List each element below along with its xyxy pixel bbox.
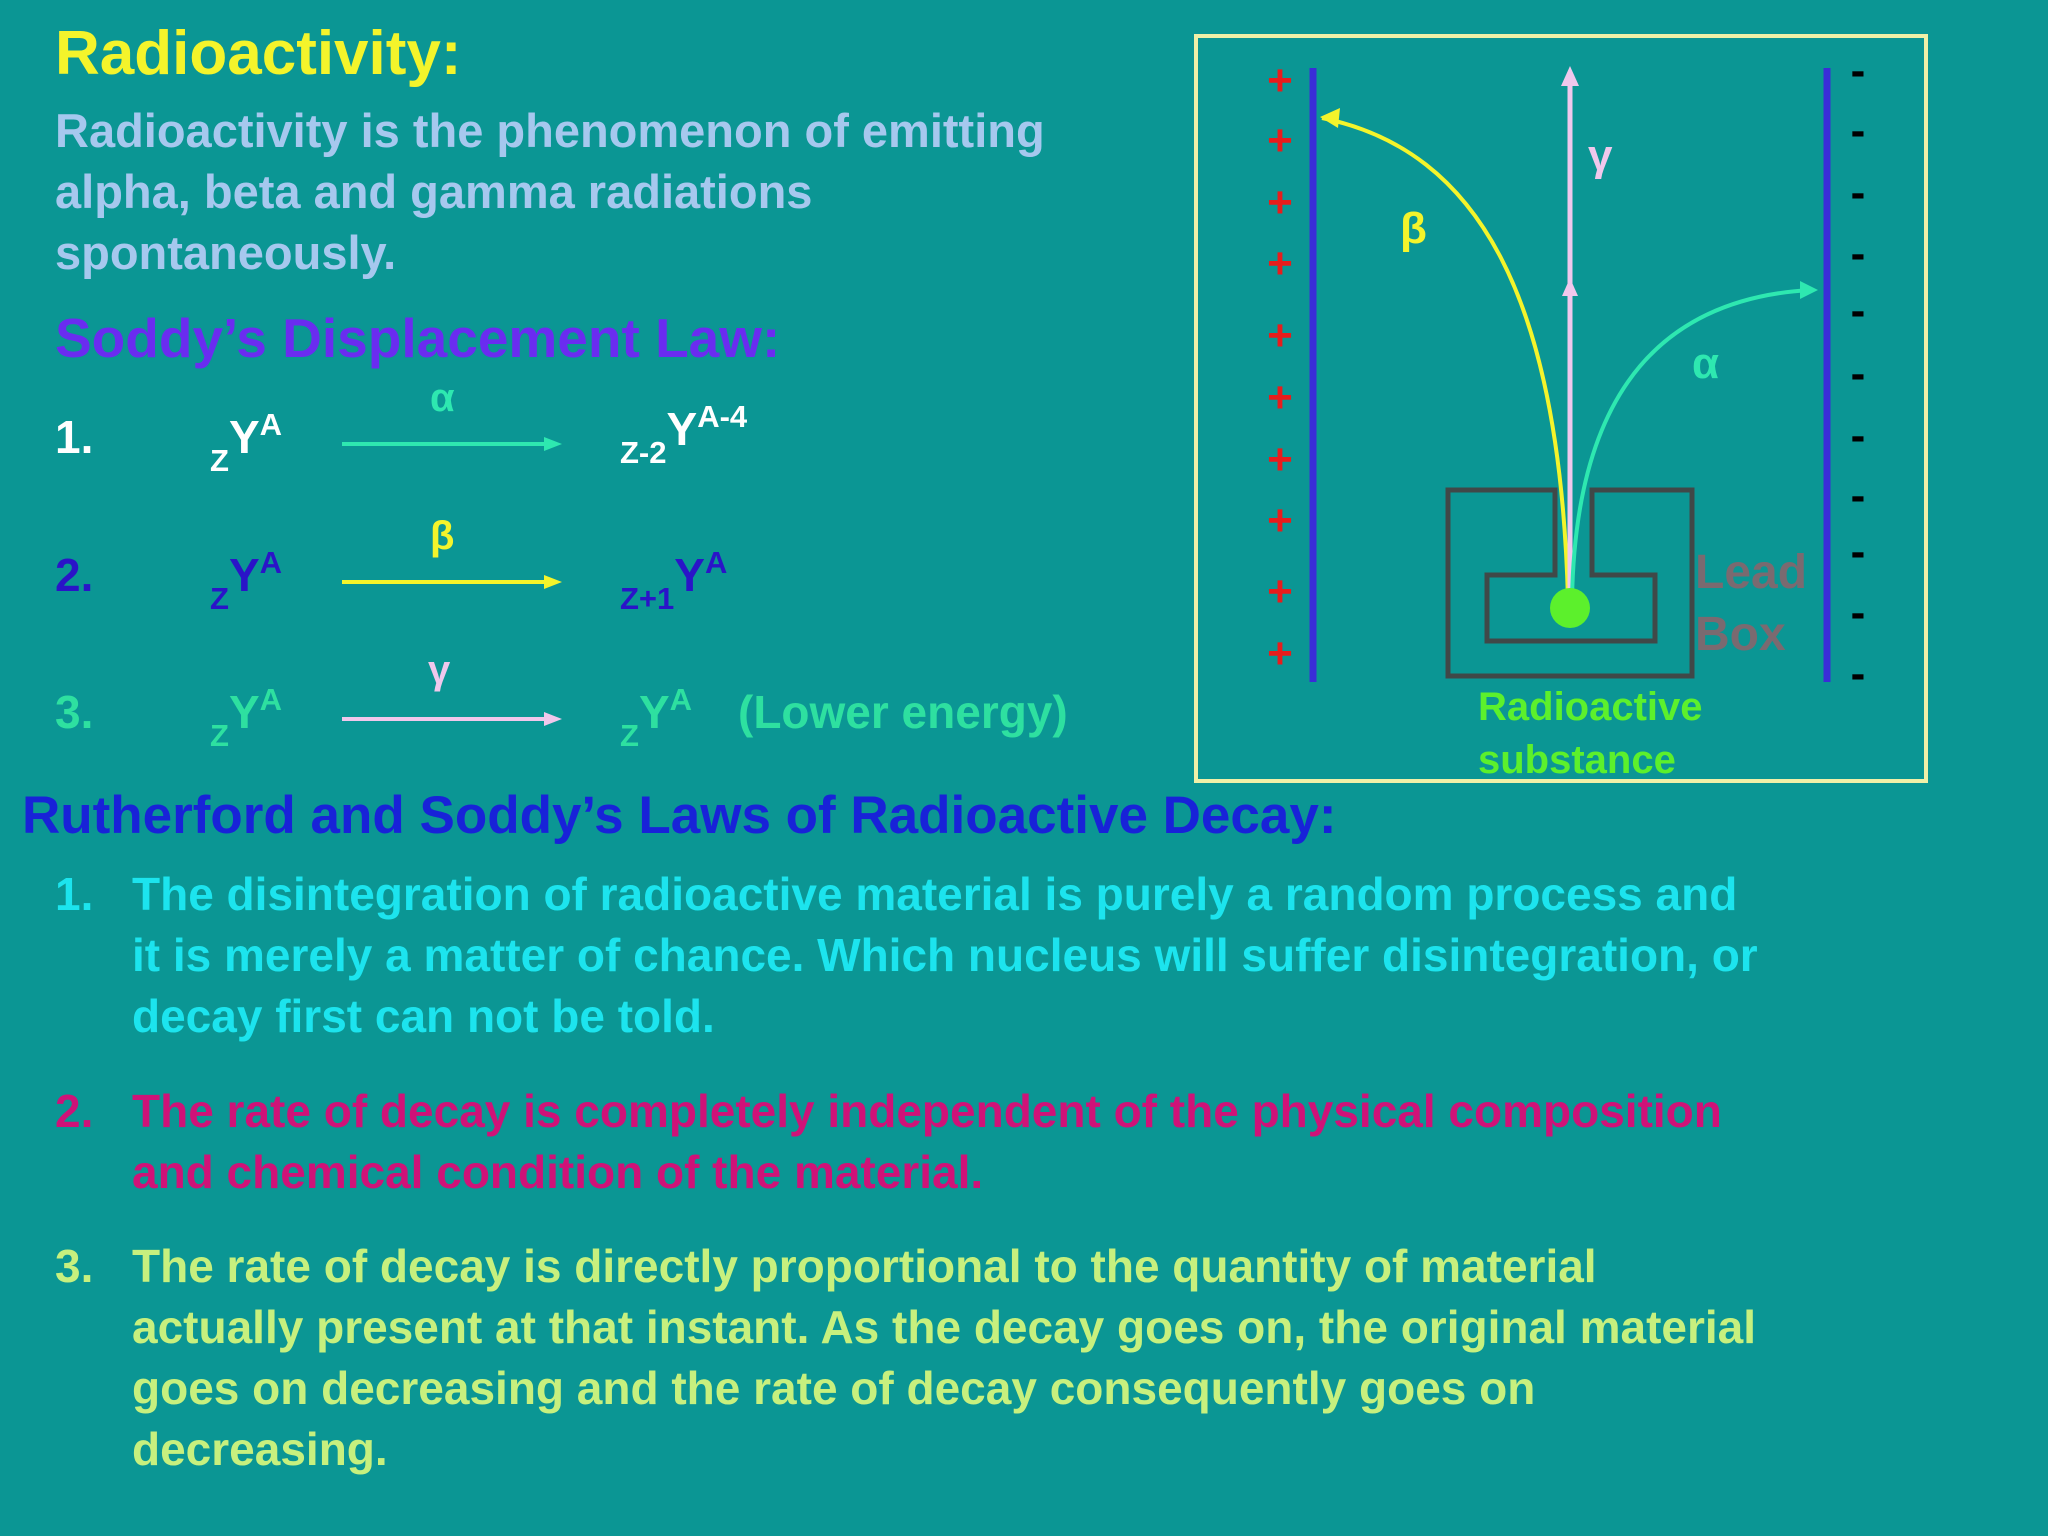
plus-signs xyxy=(1267,56,1293,678)
plus-sign: + xyxy=(1267,373,1293,422)
soddy-law-title: Soddy’s Displacement Law: xyxy=(55,307,781,369)
minus-sign: - xyxy=(1850,286,1866,335)
source-label-line: Radioactive xyxy=(1478,685,1703,729)
alpha-arrow-label: α xyxy=(430,376,455,420)
definition-line: spontaneously. xyxy=(55,226,397,279)
lead-box-label-line: Box xyxy=(1695,608,1786,661)
minus-sign: - xyxy=(1850,588,1866,637)
lhs-superscript: A xyxy=(259,682,283,717)
law-text-line: decreasing. xyxy=(132,1423,388,1475)
radiation-deflection-diagram xyxy=(1193,33,1929,784)
law-text-line: decay first can not be told. xyxy=(132,990,715,1042)
gamma-arrow xyxy=(340,707,565,731)
law-text-line: it is merely a matter of chance. Which nucleus will suffer disintegration, or xyxy=(132,929,1758,981)
plus-sign: + xyxy=(1267,435,1293,484)
lhs-subscript: Z xyxy=(210,581,229,616)
rhs-subscript: Z+1 xyxy=(620,581,675,616)
plus-sign: + xyxy=(1267,56,1293,105)
beta-arrowhead xyxy=(1320,108,1340,128)
minus-sign: - xyxy=(1850,527,1866,576)
lhs-symbol: Y xyxy=(228,686,260,738)
lhs-superscript: A xyxy=(259,545,283,580)
rhs-subscript: Z xyxy=(620,718,639,753)
plus-sign: + xyxy=(1267,629,1293,678)
page-title: Radioactivity: xyxy=(55,19,462,88)
law-text-line: The disintegration of radioactive material is purely a random process and xyxy=(132,868,1738,920)
plus-sign: + xyxy=(1267,116,1293,165)
law-text-line: goes on decreasing and the rate of decay consequently goes on xyxy=(132,1362,1536,1414)
rhs-symbol: Y xyxy=(638,686,670,738)
equation-number: 1. xyxy=(55,411,94,463)
source-label-line: substance xyxy=(1478,738,1676,782)
equation-lhs xyxy=(210,407,283,478)
lhs-symbol: Y xyxy=(228,549,260,601)
alpha-label: α xyxy=(1692,339,1720,388)
beta-label: β xyxy=(1400,204,1427,253)
beta-arrow-label: β xyxy=(430,514,455,558)
alpha-arrow xyxy=(340,432,565,456)
law-number: 2. xyxy=(55,1085,94,1137)
alpha-arrowhead xyxy=(1800,281,1818,299)
minus-sign: - xyxy=(1850,349,1866,398)
law-number: 3. xyxy=(55,1240,94,1292)
lead-box-label-line: Lead xyxy=(1695,546,1808,599)
law-text-line: actually present at that instant. As the decay goes on, the original material xyxy=(132,1301,1757,1353)
rhs-symbol: Y xyxy=(666,403,698,455)
law-number: 1. xyxy=(55,868,94,920)
equation-lhs xyxy=(210,545,283,616)
equation-number: 3. xyxy=(55,686,94,738)
rhs-superscript: A xyxy=(704,545,728,580)
plus-sign: + xyxy=(1267,178,1293,227)
lhs-superscript: A xyxy=(259,407,283,442)
minus-sign: - xyxy=(1850,229,1866,278)
plus-sign: + xyxy=(1267,496,1293,545)
minus-sign: - xyxy=(1850,46,1866,95)
equation-rhs xyxy=(620,682,693,753)
minus-sign: - xyxy=(1850,471,1866,520)
law-text-line: The rate of decay is completely independent of the physical composition xyxy=(132,1085,1722,1137)
diagram-border xyxy=(1196,36,1926,781)
minus-sign: - xyxy=(1850,106,1866,155)
beta-path xyxy=(1322,118,1568,600)
minus-signs xyxy=(1851,46,1866,698)
rhs-symbol: Y xyxy=(674,549,705,601)
lhs-symbol: Y xyxy=(228,411,260,463)
gamma-label: γ xyxy=(1588,131,1613,180)
definition-line: alpha, beta and gamma radiations xyxy=(55,165,813,218)
definition-line: Radioactivity is the phenomenon of emitting xyxy=(55,104,1045,157)
definition-text xyxy=(55,100,1045,283)
equation-lhs xyxy=(210,682,283,753)
minus-sign: - xyxy=(1850,168,1866,217)
gamma-arrow-label: γ xyxy=(428,648,451,692)
lhs-subscript: Z xyxy=(210,443,229,478)
equation-number: 2. xyxy=(55,549,94,601)
radioactive-source xyxy=(1550,588,1590,628)
law-text-line: and chemical condition of the material. xyxy=(132,1146,984,1198)
minus-sign: - xyxy=(1850,411,1866,460)
gamma-arrowhead xyxy=(1561,66,1579,86)
gamma-mid-arrowhead xyxy=(1562,278,1578,296)
equation-rhs xyxy=(620,545,728,616)
plus-sign: + xyxy=(1267,567,1293,616)
plus-sign: + xyxy=(1267,239,1293,288)
rhs-superscript: A xyxy=(669,682,693,717)
plus-sign: + xyxy=(1267,311,1293,360)
minus-sign: - xyxy=(1850,649,1866,698)
law-text-line: The rate of decay is directly proportional to the quantity of material xyxy=(132,1240,1597,1292)
lower-energy-note: (Lower energy) xyxy=(738,686,1068,738)
beta-arrow xyxy=(340,570,565,594)
lhs-subscript: Z xyxy=(210,718,229,753)
rutherford-laws-title: Rutherford and Soddy’s Laws of Radioactive Decay: xyxy=(22,786,1337,845)
rhs-subscript: Z-2 xyxy=(620,435,667,470)
equation-rhs xyxy=(620,399,748,470)
rhs-superscript: A-4 xyxy=(697,399,748,434)
